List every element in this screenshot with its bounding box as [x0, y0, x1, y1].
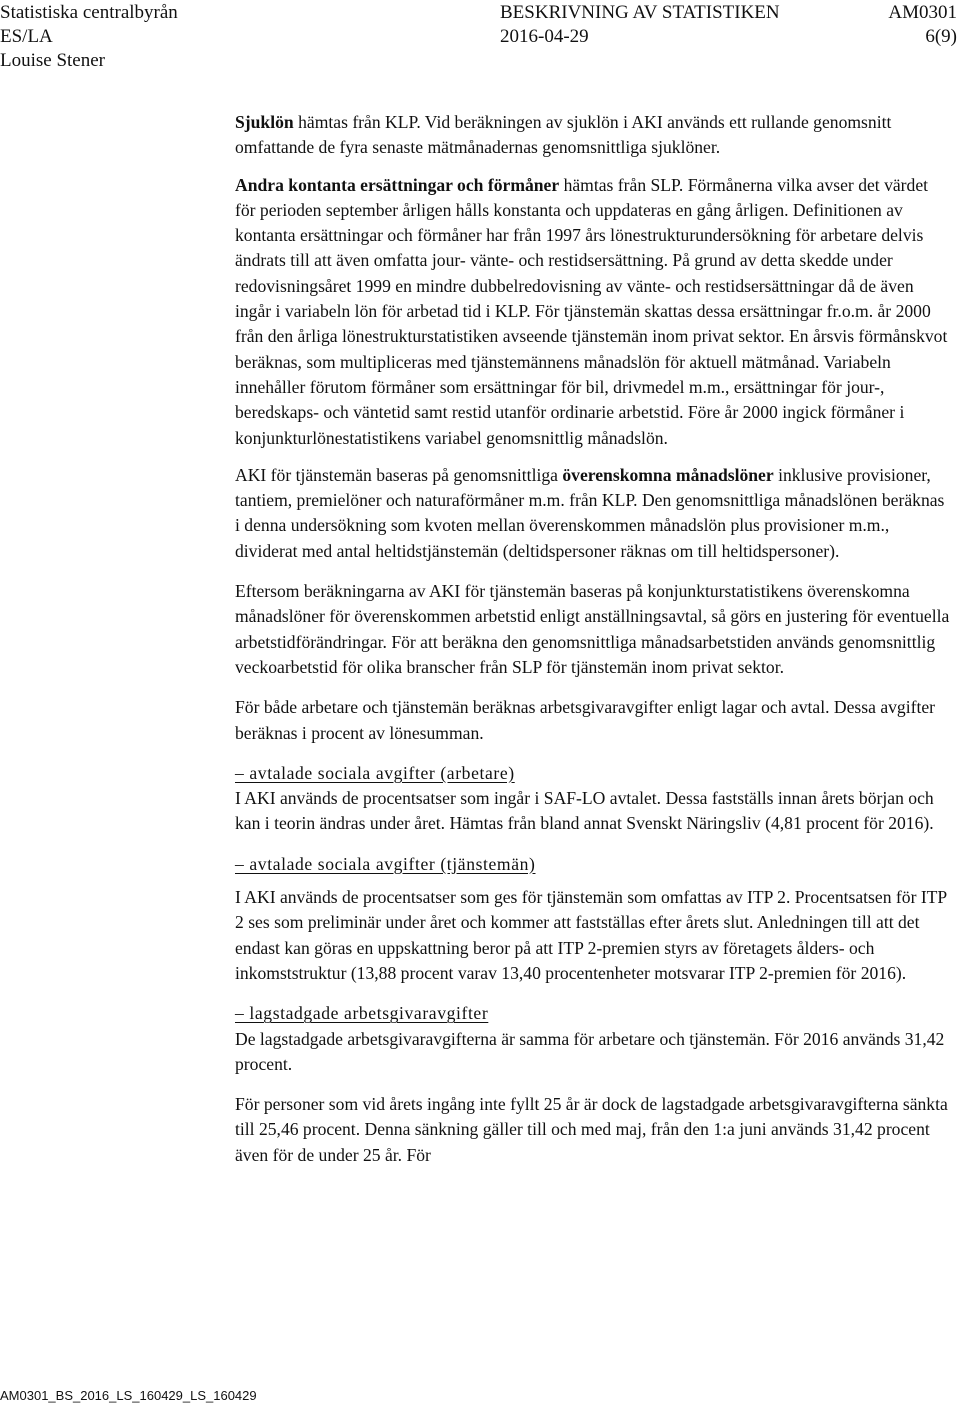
- document-body: [235, 110, 951, 1183]
- section-avtalade-arbetare: [235, 761, 951, 837]
- file-name-footer: AM0301_BS_2016_LS_160429_LS_160429: [0, 1388, 257, 1403]
- paragraph-text: AKI för tjänstemän baseras på genomsnittliga: [235, 464, 563, 485]
- paragraph-text: hämtas från SLP. Förmånerna vilka avser det värdet för perioden september årligen hålls konstanta och uppdateras en gång årligen. Definitionen av kontanta ersättningar och förmåner har från 1997 års lönestrukturundersökning för arbetare delvis ändrats till att även omfatta jour- vänte- och restidsersättning. På grund av detta skedde under redovisningsåret 1999 en mindre dubbelredovisning av vänte- och restidsersättningar då de även ingår i variabeln lön för arbetad tid i KLP. För tjänstemän skattas dessa ersättningar fr.o.m. år 2000 från den årliga lönestrukturstatistiken avseende tjänstemän inom privat sektor. En årsvis förmånskvot beräknas, som multipliceras med tjänstemännens månadslön för aktuell mätmånad. Variabeln innehåller förutom förmåner som ersättningar för bil, drivmedel m.m., ersättningar för jour-, beredskaps- och väntetid samt restid utanför ordinarie arbetstid. Före år 2000 ingick förmåner i konjunkturlönestatistikens variabel genomsnittlig månadslön.: [235, 174, 948, 448]
- section-heading: – lagstadgade arbetsgivaravgifter: [235, 1003, 489, 1024]
- paragraph-text: hämtas från KLP. Vid beräkningen av sjuklön i AKI används ett rullande genomsnitt omfattande de fyra senaste mätmånadernas genomsnittliga sjuklöner.: [235, 112, 892, 158]
- section-lagstadgade: [235, 1001, 951, 1077]
- section-avtalade-tjansteman: [235, 852, 951, 986]
- paragraph-andra-ersattningar: [235, 173, 951, 451]
- organization-name: Statistiska centralbyrån: [0, 2, 178, 23]
- document-code: AM0301: [888, 2, 957, 23]
- author-name: Louise Stener: [0, 50, 106, 71]
- section-heading: – avtalade sociala avgifter (arbetare): [235, 762, 515, 783]
- term-overenskomna-manadsloner: överenskomna månadslöner: [562, 464, 774, 485]
- section-text: I AKI används de procentsatser som ingår i SAF-LO avtalet. Dessa fastställs innan årets början och kan i teorin ändras under året. Hämtas från bland annat Svenskt Näringsliv (4,81 procent för 2016).: [235, 788, 934, 834]
- section-heading: – avtalade sociala avgifter (tjänstemän): [235, 853, 536, 874]
- term-sjuklon: Sjuklön: [235, 112, 294, 132]
- paragraph-arbetsgivaravgifter: För både arbetare och tjänstemän beräknas arbetsgivaravgifter enligt lagar och avtal. Dessa avgifter beräknas i procent av lönesumman.: [235, 697, 936, 743]
- term-andra-ersattningar: Andra kontanta ersättningar och förmåner: [235, 174, 560, 195]
- paragraph-tjansteman: [235, 463, 951, 564]
- paragraph-unga: För personer som vid årets ingång inte fyllt 25 år är dock de lagstadgade arbetsgivaravgifterna sänkta till 25,46 procent. Denna sänkning gäller till och med maj, från den 1:a juni används 31,42 procent även för de under 25 år. För: [235, 1094, 948, 1165]
- document-type: BESKRIVNING AV STATISTIKEN: [500, 2, 780, 23]
- paragraph-arbetstid: Eftersom beräkningarna av AKI för tjänstemän baseras på konjunkturstatistikens överenskomna månadslöner för överenskommen arbetstid enligt anställningsavtal, så görs en justering för eventuella arbetstidförändringar. För att beräkna den genomsnittliga månadsarbetstiden används genomsnittlig veckoarbetstid för olika branscher från SLP för tjänstemän inom privat sektor.: [235, 581, 950, 677]
- paragraph-sjuklon: [235, 110, 951, 161]
- section-text: I AKI används de procentsatser som ges för tjänstemän som omfattas av ITP 2. Procentsatsen för ITP 2 ses som preliminär under året och kommer att fastställas efter årets slut. Anledningen till att det endast kan göras en uppskattning beror på att ITP 2-premien styrs av företagets ålders- och inkomststruktur (13,88 procent varav 13,40 procentenheter motsvarar ITP 2-premien för 2016).: [235, 887, 947, 983]
- paragraph-text: inklusive provisioner, tantiem, premielöner och naturaförmåner m.m. från KLP. Den genomsnittliga månadslönen beräknas i denna undersökning som kvoten mellan överenskommen månadslön plus provisioner m.m., dividerat med antal heltidstjänstemän (deltidspersoner räknas om till heltidspersoner).: [235, 464, 945, 561]
- page-number: 6(9): [925, 26, 957, 47]
- department: ES/LA: [0, 26, 53, 47]
- section-text: De lagstadgade arbetsgivaravgifterna är samma för arbetare och tjänstemän. För 2016 används 31,42 procent.: [235, 1028, 945, 1074]
- document-date: 2016-04-29: [500, 26, 589, 47]
